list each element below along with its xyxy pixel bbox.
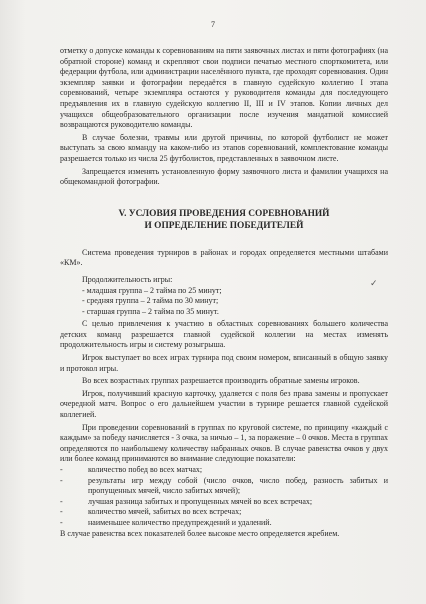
paragraph-player-number: Игрок выступает во всех играх турнира под своим номером, вписанный в общую заявку и протокол игры. (60, 353, 388, 373)
criteria-text: результаты игр между собой (число очков, число побед, разность забитых и пропущенных мячей, число забитых мячей); (88, 475, 388, 496)
paragraph-tournament-system: Система проведения турниров в районах и городах определяется местными штабами «КМ». (60, 247, 388, 268)
duration-item-senior: - старшая группа – 2 тайма по 35 минут. (82, 306, 219, 316)
duration-item-middle: - средняя группа – 2 тайма по 30 минут; (82, 296, 219, 306)
criteria-item-wins (60, 465, 388, 476)
paragraph-draw-lots: В случае равенства всех показателей более высокое место определяется жребием. (60, 528, 340, 538)
pen-mark: ✓ (370, 279, 378, 289)
list-dash: - (60, 496, 63, 506)
criteria-text: количество мячей, забитых во всех встречах; (88, 507, 242, 517)
paragraph-duration-change: С целью привлечения к участию в областных соревнованиях большего количества детских команд разрешается главной судейской коллегии на местах изменять продолжительность игры и систему розыгрыша. (60, 319, 388, 350)
paragraph-form-change-ban: Запрещается изменять установленную форму заявочного листа и фамилии учащихся на общекомандной фотографии. (60, 166, 388, 187)
criteria-item-goal-difference (60, 497, 388, 508)
section-heading-line-2: И ОПРЕДЕЛЕНИЕ ПОБЕДИТЕЛЕЙ (144, 220, 304, 231)
list-dash: - (60, 475, 63, 485)
criteria-item-head-to-head (60, 476, 388, 497)
section-heading-line-1: V. УСЛОВИЯ ПРОВЕДЕНИЯ СОРЕВНОВАНИЙ (118, 208, 330, 219)
criteria-text: наименьшее количество предупреждений и удалений. (88, 517, 272, 527)
list-dash: - (60, 465, 63, 474)
page-content (60, 46, 388, 539)
page-number: 7 (211, 20, 215, 29)
criteria-text: лучшая разница забитых и пропущенных мячей во всех встречах; (88, 496, 313, 506)
criteria-text: количество побед во всех матчах; (88, 465, 203, 474)
paragraph-admission-mark: отметку о допуске команды к соревнованиям на пяти заявочных листах и пяти фотографиях (на обратной стороне) команд и скрепляют свои подписи печатью местного спорткомитета, или федерации футбола, или администрации населённого пункта, где проходят соревнования. Один экземпляр заявки и фотографии передаётся в главную судейскую коллегию I этапа соревнований, четыре экземпляра остаются у руководителя команды для последующего предъявления их в главную судейскую коллегию II, III и IV этапов. Копии личных дел учащихся общеобразовательного организации после изучения мандатной комиссией возвращаются руководителю команды. (60, 46, 388, 130)
duration-item-junior: - младшая группа – 2 тайма по 25 минут; (82, 285, 222, 295)
criteria-item-fair-play (60, 518, 388, 529)
section-heading (60, 208, 388, 232)
duration-title: Продолжительность игры: (82, 274, 173, 284)
paragraph-red-card: Игрок, получивший красную карточку, удаляется с поля без права замены и пропускает очередной матч. Вопрос о его дальнейшем участии в турнире решается главной судейской коллегией. (60, 388, 388, 420)
paragraph-illness-replacement: В случае болезни, травмы или другой причины, по которой футболист не может выступать за свою команду на каком-либо из этапов соревнований, комплектование команды разрешается только из числа 25 футболистов, представленных в заявочном листе. (60, 132, 388, 163)
paragraph-points-system: При проведении соревнований в группах по круговой системе, по принципу «каждый с каждым» за победу начисляется - 3 очка, за ничью – 1, за поражение – 0 очков. Места в группах определяются по наибольшему количеству набранных очков. В случае равенства очков у двух или более команд принимаются во внимание следующие показатели: (60, 422, 388, 464)
paragraph-return-substitutions: Во всех возрастных группах разрешается производить обратные замены игроков. (82, 376, 360, 386)
list-dash: - (60, 507, 63, 517)
list-dash: - (60, 517, 63, 527)
criteria-item-goals-scored (60, 507, 388, 518)
